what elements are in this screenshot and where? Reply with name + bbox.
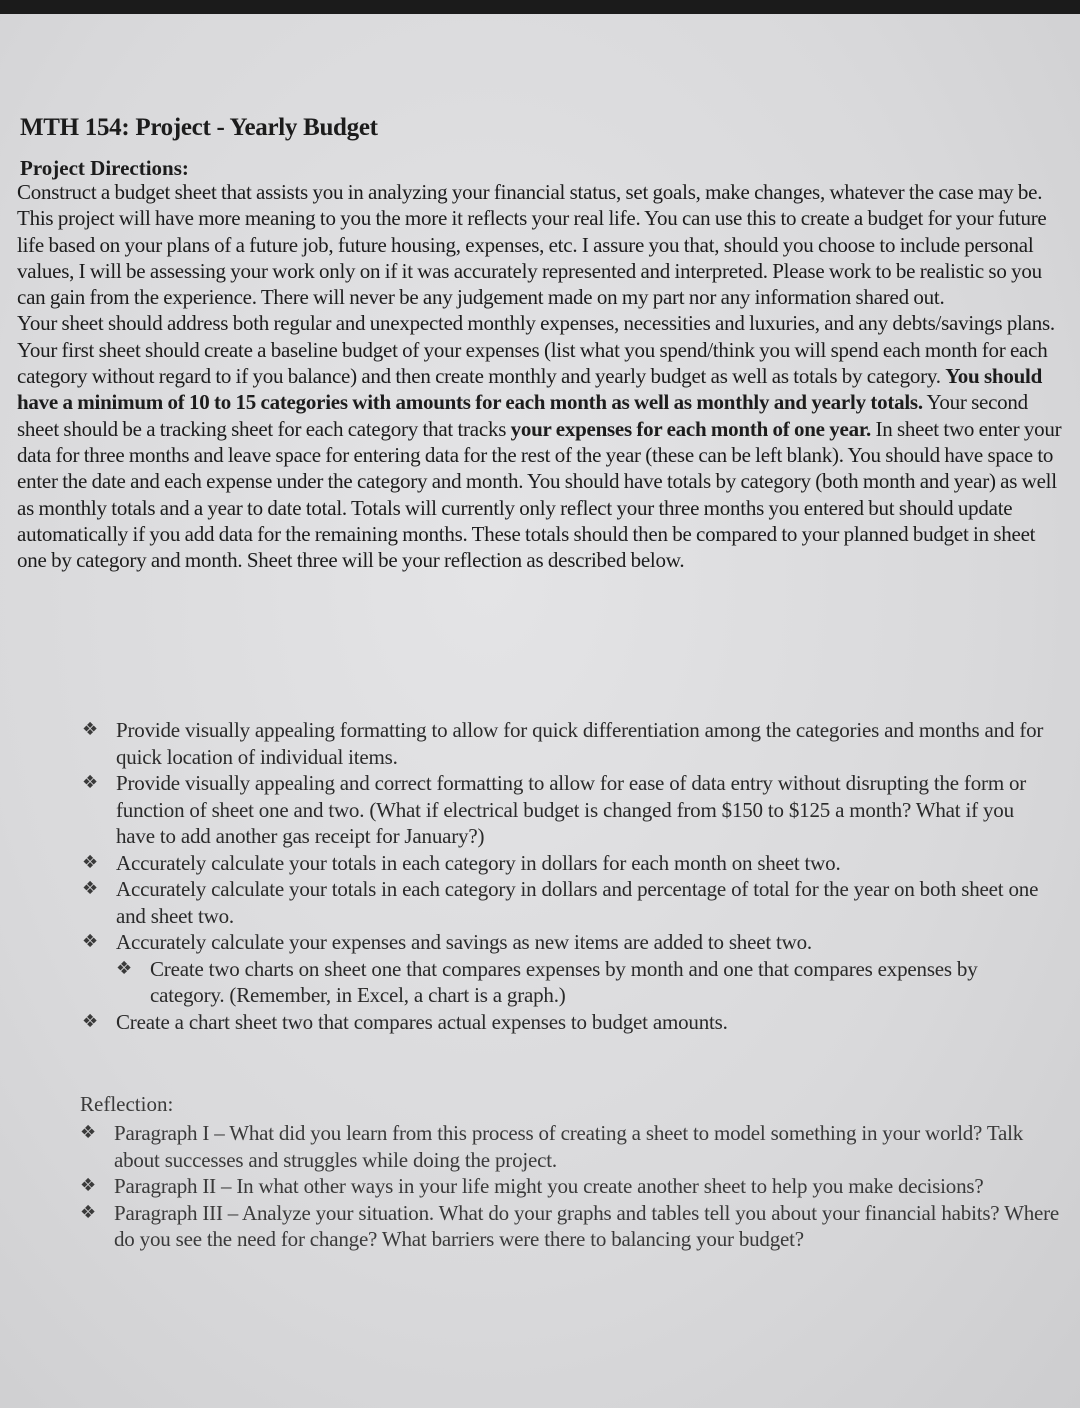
diamond-bullet-icon: ❖ <box>82 878 98 899</box>
diamond-bullet-icon: ❖ <box>116 957 132 979</box>
screen-top-edge <box>0 0 1080 14</box>
directions-body <box>17 179 1063 573</box>
paragraph-2-text-b: Your second sheet should be a tracking sheet for each category that tracks <box>17 390 1028 441</box>
paragraph-2-text-a: Your sheet should address both regular and unexpected monthly expenses, necessities and luxuries, and any debts/savings plans. Your first sheet should create a baseline budget of your expenses (list what you spend/think you will spend each month for each category without regard to if you balance) and then create monthly and yearly budget as well as totals by category. <box>17 311 1055 389</box>
reflection-heading: Reflection: <box>80 1092 174 1116</box>
requirement-item <box>82 717 1050 770</box>
diamond-bullet-icon: ❖ <box>82 719 98 740</box>
requirement-text: Create a chart sheet two that compares actual expenses to budget amounts. <box>116 1009 728 1034</box>
paragraph-2-bold-b: your expenses for each month of one year. <box>510 416 871 441</box>
directions-heading: Project Directions: <box>20 156 189 180</box>
requirement-subitem <box>82 956 1050 1009</box>
requirement-text: Create two charts on sheet one that compares expenses by month and one that compares expenses by category. (Remember, in Excel, a chart is a graph.) <box>150 956 978 1007</box>
requirement-item <box>82 1009 1050 1036</box>
diamond-bullet-icon: ❖ <box>82 931 98 952</box>
reflection-list <box>80 1120 1065 1253</box>
requirements-list <box>82 717 1050 1035</box>
requirement-item <box>82 876 1050 929</box>
diamond-bullet-icon: ❖ <box>82 772 98 793</box>
diamond-bullet-icon: ❖ <box>82 1010 98 1032</box>
paragraph-2-text-c: In sheet two enter your data for three months and leave space for entering data for the rest of the year (these can be left blank). You should have space to enter the date and each expense under the category and month. You should have totals by category (both month and year) as well as monthly totals and a year to date total. Totals will currently only reflect your three months you entered but should update automatically if you add data for the remaining months. These totals should then be compared to your planned budget in sheet one by category and month. Sheet three will be your reflection as described below. <box>17 416 1062 573</box>
reflection-item <box>80 1173 1065 1200</box>
requirement-text: Provide visually appealing and correct formatting to allow for ease of data entry without disrupting the form or function of sheet one and two. (What if electrical budget is changed from $150 to $125 a month? What if you have to add another gas receipt for January?) <box>116 771 1027 848</box>
directions-paragraph-1: Construct a budget sheet that assists you in analyzing your financial status, set goals, make changes, whatever the case may be. This project will have more meaning to you the more it reflects your real life. You can use this to create a budget for your future life based on your plans of a future job, future housing, expenses, etc. I assure you that, should you choose to include personal values, I will be assessing your work only on if it was accurately represented and interpreted. Please work to be realistic so you can gain from the experience. There will never be any judgement made on my part nor any information shared out. <box>17 180 1047 310</box>
reflection-item <box>80 1200 1065 1253</box>
reflection-text: Paragraph III – Analyze your situation. What do your graphs and tables tell you about your financial habits? Where do you see the need for change? What barriers were there to balancing your budget? <box>114 1200 1060 1251</box>
requirement-item <box>82 770 1050 850</box>
diamond-bullet-icon: ❖ <box>80 1122 96 1143</box>
reflection-item <box>80 1120 1065 1173</box>
directions-paragraph-2 <box>17 310 1063 573</box>
diamond-bullet-icon: ❖ <box>80 1201 96 1223</box>
requirement-text: Accurately calculate your totals in each category in dollars and percentage of total for the year on both sheet one and sheet two. <box>116 877 1039 928</box>
requirement-item <box>82 850 1050 877</box>
diamond-bullet-icon: ❖ <box>82 851 98 873</box>
reflection-text: Paragraph I – What did you learn from this process of creating a sheet to model something in your world? Talk about successes and struggles while doing the project. <box>114 1121 1024 1172</box>
requirement-text: Accurately calculate your totals in each category in dollars for each month on sheet two. <box>116 850 841 875</box>
requirement-text: Provide visually appealing formatting to allow for quick differentiation among the categories and months and for quick location of individual items. <box>116 718 1044 769</box>
document-page <box>0 14 1080 1408</box>
paragraph-2-bold-a: You should have a minimum of 10 to 15 categories with amounts for each month as well as monthly and yearly totals. <box>17 364 1043 415</box>
diamond-bullet-icon: ❖ <box>80 1175 96 1196</box>
document-title: MTH 154: Project - Yearly Budget <box>20 114 378 141</box>
requirement-item <box>82 929 1050 956</box>
requirement-text: Accurately calculate your expenses and savings as new items are added to sheet two. <box>116 930 812 954</box>
reflection-text: Paragraph II – In what other ways in your life might you create another sheet to help you make decisions? <box>114 1174 984 1198</box>
